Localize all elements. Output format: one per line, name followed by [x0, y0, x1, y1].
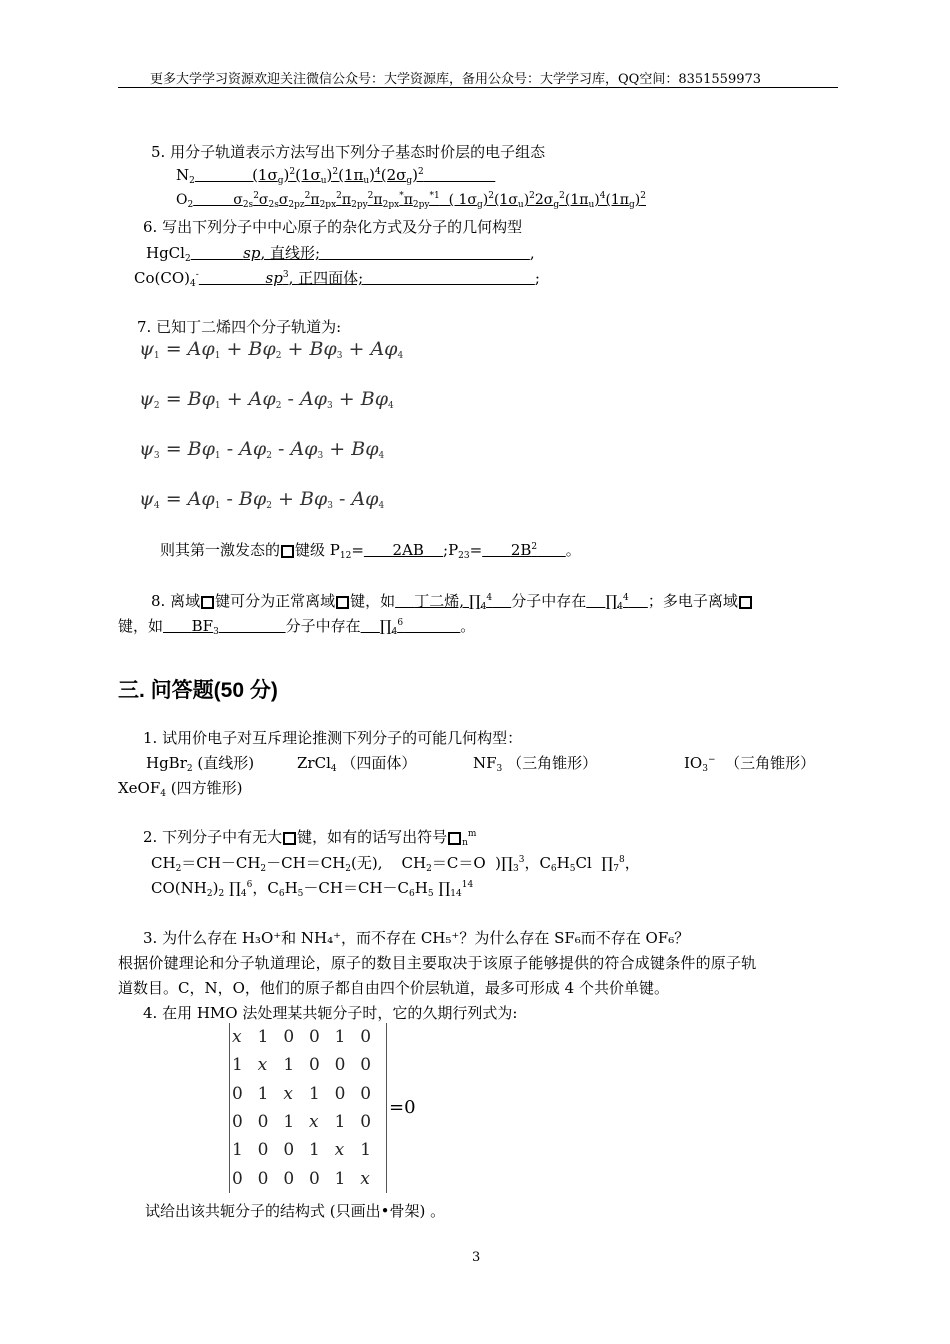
q8-text5: ；多电子离域: [647, 592, 738, 610]
secular-determinant: [229, 1023, 387, 1193]
qa3-answer-line1: 根据价键理论和分子轨道理论，原子的数目主要取决于该原子能够提供的符合成键条件的原子轨: [118, 954, 757, 972]
q8-text3: 键，如: [350, 592, 396, 610]
section-title: 三. 问答题(50 分): [118, 679, 278, 702]
matrix-cell: 1: [308, 1140, 320, 1161]
p12-value: 2AB: [392, 541, 424, 559]
page-header: 更多大学学习资源欢迎关注微信公众号：大学资源库，备用公众号：大学学习库，QQ空间：8351559973: [150, 72, 762, 87]
matrix-cell: 0: [283, 1140, 295, 1161]
determinant-equals: =0: [389, 1097, 416, 1118]
matrix-row: [232, 1023, 386, 1051]
matrix-cell: 1: [232, 1055, 243, 1076]
matrix-cell: 0: [334, 1055, 346, 1076]
hgbr2-formula: HgBr: [146, 754, 187, 772]
psi2-equation: $\psi_2 = B\varphi_1 + A\varphi_2 - A\varphi_3 + B\varphi_4$: [139, 388, 394, 411]
o2-label: O: [176, 192, 188, 208]
bond-order-prefix: 则其第一激发态的: [160, 541, 281, 559]
matrix-cell: 1: [257, 1027, 269, 1048]
matrix-cell: 1: [334, 1027, 346, 1048]
qa1-zrcl4: ZrCl$_4$ （四面体）: [297, 754, 417, 774]
hgbr2-geometry: (直线形): [192, 754, 255, 772]
matrix-cell: x: [232, 1027, 242, 1048]
matrix-cell: 0: [257, 1112, 269, 1133]
matrix-cell: x: [257, 1055, 268, 1076]
matrix-cell: 0: [232, 1168, 243, 1189]
xeof4-geometry: (四方锥形): [166, 779, 243, 797]
pi-box-icon: [201, 596, 214, 609]
q5-title: 5. 用分子轨道表示方法写出下列分子基态时价层的电子组态: [151, 143, 546, 161]
page-number: 3: [472, 1250, 481, 1265]
q8-text1: 8. 离域: [151, 592, 201, 610]
q8-line1: 8. 离域 键可分为正常离域 键，如 丁二烯, $\prod_4^4$ 分子中存在 $\prod_4^4$ ；多电子离域: [151, 590, 753, 612]
matrix-cell: 1: [257, 1083, 269, 1104]
qa3-answer-line2: 道数目。C，N，O，他们的原子都自由四个价层轨道，最多可形成 4 个共价单键。: [118, 979, 669, 997]
matrix-cell: 0: [257, 1140, 269, 1161]
qa2-line2: $CO(NH_2)_2$ $\prod_4^6$，$C_6H_5-CH=CH-C_6H_5$ $\prod_{14}^{14}$: [151, 879, 474, 899]
matrix-cell: x: [334, 1140, 345, 1161]
hgcl2-geometry: , 直线形;: [260, 244, 321, 262]
matrix-row: [232, 1080, 386, 1108]
matrix-cell: 0: [257, 1168, 269, 1189]
q6-coco-line: $Co(CO)_4^-$ $sp^3$, 正四面体; ;: [134, 269, 540, 289]
qa2-title-a: 2. 下列分子中有无大: [143, 828, 283, 846]
matrix-cell: 1: [283, 1112, 295, 1133]
q8-answer1: 丁二烯, ∏: [414, 592, 481, 610]
matrix-cell: 1: [334, 1168, 346, 1189]
io3-geometry: （三角锥形）: [725, 754, 816, 772]
q8-line2: 键，如 $BF_3$ 分子中存在 $\prod_4^6$ 。: [118, 617, 476, 637]
qa2-title: 2. 下列分子中有无大 键，如有的话写出符号 $_n^m$: [143, 828, 477, 848]
qa2-line1: $CH_2=CH-CH_2-CH=CH_2$(无), $CH_2=C=O$ )$\prod_3^3$，$C_6H_5Cl$ $\prod_7^8$，: [151, 854, 640, 874]
matrix-cell: 0: [232, 1083, 243, 1104]
q8-line2a: 键，如: [118, 617, 164, 635]
matrix-row: [232, 1108, 386, 1136]
n2-label: N: [176, 166, 190, 184]
matrix-cell: x: [360, 1168, 370, 1189]
q8-answer3: BF: [191, 617, 214, 635]
q5-o2-line: $O_2$ $\sigma_{2s}^2\sigma_{2s}\sigma_{2pz}^2\pi_{2px}^2\pi_{2py}^2\pi_{2px}^*\pi_{2py}^{*1}$ ( $1\sigma_g)^2(1\sigma_u)^22\sigma_g^2(1\pi_u)^4(1\pi_g)^2$: [176, 191, 646, 210]
zrcl4-formula: ZrCl: [297, 754, 331, 772]
matrix-cell: x: [308, 1112, 319, 1133]
qa3-title: 3. 为什么存在 H₃O⁺和 NH₄⁺，而不存在 CH₅⁺？为什么存在 SF₆而不存在 OF₆？: [143, 929, 690, 947]
pi-box-icon: [281, 545, 294, 558]
psi1-equation: $\psi_1 = A\varphi_1 + B\varphi_2 + B\varphi_3 + A\varphi_4$: [139, 338, 404, 361]
q5-n2-line: $N_2$ $(1\sigma_g)^2(1\sigma_u)^2(1\pi_u)^4(2\sigma_g)^2$: [176, 166, 495, 186]
matrix-cell: 1: [360, 1140, 372, 1161]
matrix-cell: 1: [232, 1140, 243, 1161]
matrix-cell: 0: [360, 1027, 372, 1048]
pi-box-icon: [739, 596, 752, 609]
hgcl2-hybrid: sp: [243, 244, 261, 262]
q7-title: 7. 已知丁二烯四个分子轨道为:: [137, 318, 342, 336]
matrix-row: [232, 1051, 386, 1079]
qa1-io3: $IO_3^-$ （三角锥形）: [684, 754, 816, 774]
n2-answer: $(1\sigma_g)^2(1\sigma_u)^2(1\pi_u)^4(2\sigma_g)^2$: [194, 166, 424, 186]
matrix-cell: 1: [334, 1112, 346, 1133]
io3-formula: IO: [684, 754, 703, 772]
determinant-table: [232, 1023, 386, 1193]
matrix-cell: 0: [232, 1112, 243, 1133]
qa1-title: 1. 试用价电子对互斥理论推测下列分子的可能几何构型：: [143, 729, 523, 747]
matrix-cell: 0: [360, 1055, 372, 1076]
q8-text4: 分子中存在: [511, 592, 587, 610]
q7-bond-order-line: 则其第一激发态的 键级 $P_{12}=$ 2AB $;P_{23}=$ $2B^2$ 。: [160, 541, 581, 561]
nf3-formula: NF: [473, 754, 497, 772]
matrix-cell: 0: [334, 1083, 346, 1104]
pi-box-icon: [448, 832, 461, 845]
qa4-title: 4. 在用 HMO 法处理某共轭分子时，它的久期行列式为:: [143, 1004, 518, 1022]
q8-answer2: ∏: [605, 592, 618, 610]
matrix-cell: 0: [360, 1112, 372, 1133]
matrix-cell: 1: [308, 1083, 320, 1104]
qa4-footer: 试给出该共轭分子的结构式 (只画出•骨架) 。: [145, 1202, 446, 1220]
q8-answer4: ∏: [379, 617, 392, 635]
matrix-row: [232, 1164, 386, 1192]
qa1-nf3: $NF_3$ （三角锥形）: [473, 754, 598, 774]
q8-line2b: 分子中存在: [285, 617, 361, 635]
nf3-geometry: （三角锥形）: [507, 754, 598, 772]
matrix-cell: 0: [308, 1168, 320, 1189]
o2-answer: $\sigma_{2s}^2\sigma_{2s}\sigma_{2pz}^2\pi_{2px}^2\pi_{2py}^2\pi_{2px}^*\pi_{2py}^{*1}$ ( $1\sigma_g)^2(1\sigma_u)^22\sigma_g^2(1\pi_u)^4(1\pi_g)^2$: [193, 191, 646, 210]
qa1-xeof4: XeOF$_4$ (四方锥形): [118, 779, 243, 799]
matrix-cell: 0: [283, 1168, 295, 1189]
q6-title: 6. 写出下列分子中中心原子的杂化方式及分子的几何构型: [143, 218, 523, 236]
pi-box-icon: [283, 832, 296, 845]
p23-value: 2B: [510, 541, 532, 559]
header-rule: [118, 87, 838, 88]
matrix-cell: 0: [360, 1083, 372, 1104]
matrix-cell: x: [283, 1083, 293, 1104]
coco-hybrid: sp: [265, 269, 283, 287]
coco-geometry: , 正四面体;: [288, 269, 364, 287]
pi-box-icon: [336, 596, 349, 609]
matrix-cell: 0: [308, 1055, 320, 1076]
coco-label: Co(CO): [134, 269, 190, 287]
qa2-title-b: 键，如有的话写出符号: [297, 828, 448, 846]
q6-hgcl2-line: HgCl$_2$ sp, 直线形; ,: [146, 244, 535, 264]
zrcl4-geometry: （四面体）: [341, 754, 417, 772]
matrix-cell: 0: [283, 1027, 295, 1048]
hgcl2-label: HgCl: [146, 244, 185, 262]
xeof4-formula: XeOF: [118, 779, 161, 797]
matrix-cell: 1: [283, 1055, 295, 1076]
bond-order-mid: 键级 P: [295, 541, 340, 559]
q8-text2: 键可分为正常离域: [215, 592, 336, 610]
matrix-row: [232, 1136, 386, 1164]
psi4-equation: $\psi_4 = A\varphi_1 - B\varphi_2 + B\varphi_3 - A\varphi_4$: [139, 488, 385, 511]
qa1-hgbr2: HgBr$_2$ (直线形): [146, 754, 255, 774]
psi3-equation: $\psi_3 = B\varphi_1 - A\varphi_2 - A\varphi_3 + B\varphi_4$: [139, 438, 385, 461]
matrix-cell: 0: [308, 1027, 320, 1048]
